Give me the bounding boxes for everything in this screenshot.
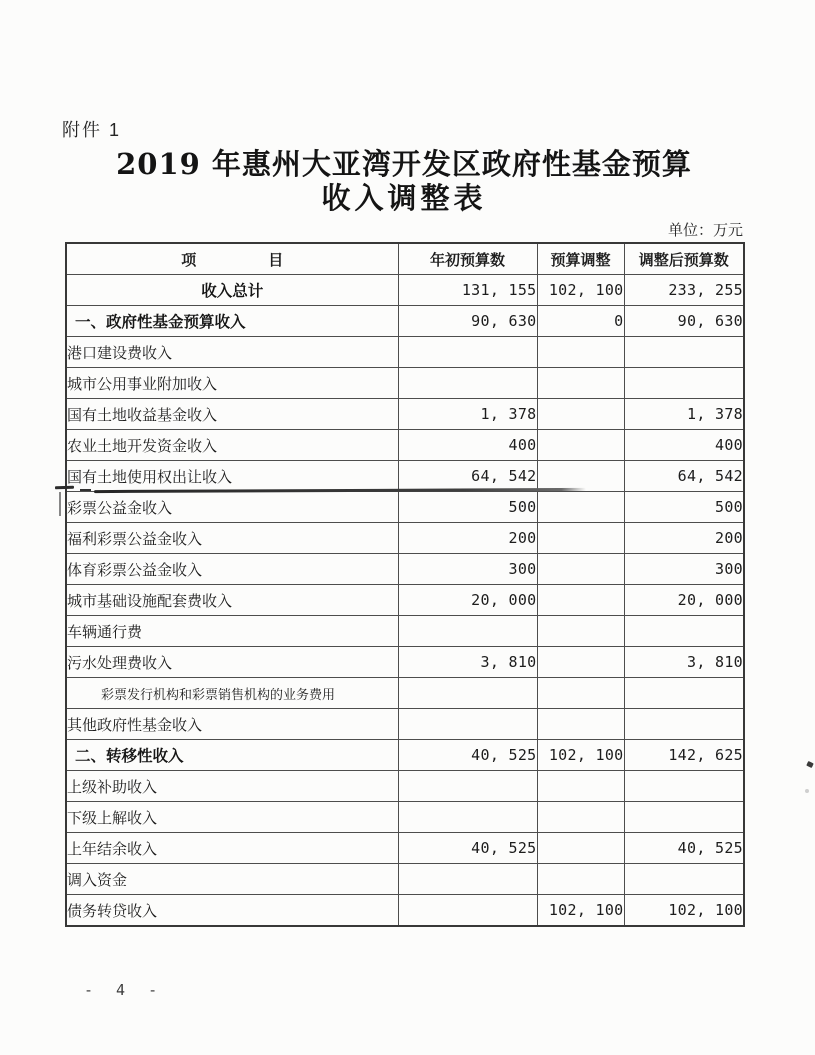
cell-adjusted-budget: 200: [624, 523, 744, 554]
cell-adjusted-budget: 400: [624, 430, 744, 461]
row-label: 收入总计: [66, 275, 398, 306]
row-label: 城市公用事业附加收入: [66, 368, 398, 399]
table-row: [66, 709, 744, 740]
table-row: [66, 895, 744, 927]
scan-artifact-dash: [80, 489, 91, 491]
cell-budget-adjustment: [537, 647, 624, 678]
cell-budget-adjustment: [537, 833, 624, 864]
cell-budget-adjustment: [537, 678, 624, 709]
cell-adjusted-budget: 3, 810: [624, 647, 744, 678]
cell-initial-budget: 40, 525: [398, 740, 537, 771]
cell-adjusted-budget: 500: [624, 492, 744, 523]
unit-label: 单位：万元: [667, 222, 743, 239]
cell-adjusted-budget: [624, 616, 744, 647]
cell-adjusted-budget: 90, 630: [624, 306, 744, 337]
cell-budget-adjustment: [537, 430, 624, 461]
document-title-line1: 2019 年惠州大亚湾开发区政府性基金预算: [116, 147, 692, 181]
row-label: 福利彩票公益金收入: [66, 523, 398, 554]
cell-budget-adjustment: [537, 337, 624, 368]
table-row: [66, 430, 744, 461]
cell-adjusted-budget: [624, 771, 744, 802]
table-row: [66, 678, 744, 709]
table-row: [66, 399, 744, 430]
cell-adjusted-budget: [624, 864, 744, 895]
header-item-char-right: 目: [268, 251, 284, 269]
cell-budget-adjustment: [537, 802, 624, 833]
cell-initial-budget: 1, 378: [398, 399, 537, 430]
cell-budget-adjustment: 102, 100: [537, 275, 624, 306]
cell-initial-budget: [398, 771, 537, 802]
row-label: 调入资金: [66, 864, 398, 895]
header-cell-budget-adjustment: 预算调整: [537, 243, 624, 275]
row-label: 国有土地收益基金收入: [66, 399, 398, 430]
header-row: [66, 243, 744, 275]
cell-initial-budget: [398, 337, 537, 368]
cell-adjusted-budget: [624, 368, 744, 399]
table-row: [66, 523, 744, 554]
attachment-label: 附件 1: [62, 120, 122, 140]
row-label: 下级上解收入: [66, 802, 398, 833]
cell-initial-budget: [398, 616, 537, 647]
cell-adjusted-budget: 300: [624, 554, 744, 585]
cell-initial-budget: 131, 155: [398, 275, 537, 306]
cell-adjusted-budget: 20, 000: [624, 585, 744, 616]
table-row: [66, 337, 744, 368]
row-label: 污水处理费收入: [66, 647, 398, 678]
cell-adjusted-budget: [624, 709, 744, 740]
cell-budget-adjustment: [537, 585, 624, 616]
table-row: [66, 368, 744, 399]
row-label: 体育彩票公益金收入: [66, 554, 398, 585]
row-label: 车辆通行费: [66, 616, 398, 647]
cell-adjusted-budget: 64, 542: [624, 461, 744, 492]
budget-table-header: [66, 243, 744, 275]
table-row: [66, 585, 744, 616]
cell-initial-budget: [398, 368, 537, 399]
header-cell-initial-budget: 年初预算数: [398, 243, 537, 275]
cell-budget-adjustment: [537, 771, 624, 802]
table-row: [66, 864, 744, 895]
row-label: 二、转移性收入: [66, 740, 398, 771]
row-label: 彩票发行机构和彩票销售机构的业务费用: [66, 678, 398, 709]
cell-adjusted-budget: [624, 802, 744, 833]
cell-initial-budget: [398, 802, 537, 833]
cell-initial-budget: 3, 810: [398, 647, 537, 678]
row-label: 城市基础设施配套费收入: [66, 585, 398, 616]
cell-initial-budget: [398, 895, 537, 927]
cell-initial-budget: [398, 709, 537, 740]
row-label: 一、政府性基金预算收入: [66, 306, 398, 337]
cell-adjusted-budget: [624, 678, 744, 709]
table-row: [66, 833, 744, 864]
table-row: [66, 275, 744, 306]
cell-initial-budget: 400: [398, 430, 537, 461]
table-row: [66, 802, 744, 833]
cell-adjusted-budget: 1, 378: [624, 399, 744, 430]
cell-adjusted-budget: 233, 255: [624, 275, 744, 306]
cell-budget-adjustment: [537, 523, 624, 554]
table-row: [66, 740, 744, 771]
document-title: [65, 146, 743, 214]
scan-artifact-tick: [59, 492, 61, 516]
cell-budget-adjustment: [537, 399, 624, 430]
cell-budget-adjustment: [537, 864, 624, 895]
cell-initial-budget: [398, 864, 537, 895]
cell-initial-budget: 90, 630: [398, 306, 537, 337]
cell-initial-budget: 300: [398, 554, 537, 585]
cell-budget-adjustment: 0: [537, 306, 624, 337]
scan-artifact-speck: [806, 761, 814, 768]
row-label: 债务转贷收入: [66, 895, 398, 927]
cell-budget-adjustment: [537, 461, 624, 492]
cell-budget-adjustment: 102, 100: [537, 895, 624, 927]
cell-initial-budget: 40, 525: [398, 833, 537, 864]
scan-artifact-speck: [805, 789, 809, 793]
table-row: [66, 492, 744, 523]
header-item-char-left: 项: [181, 251, 197, 269]
budget-table-body: [66, 275, 744, 927]
cell-adjusted-budget: 142, 625: [624, 740, 744, 771]
cell-initial-budget: [398, 678, 537, 709]
row-label: 彩票公益金收入: [66, 492, 398, 523]
table-row: [66, 616, 744, 647]
table-row: [66, 554, 744, 585]
table-row: [66, 771, 744, 802]
row-label: 其他政府性基金收入: [66, 709, 398, 740]
cell-budget-adjustment: [537, 616, 624, 647]
cell-adjusted-budget: [624, 337, 744, 368]
header-cell-item: [66, 243, 398, 275]
page-number: - 4 -: [84, 981, 165, 999]
document-title-line2: 收入调整表: [321, 181, 487, 215]
cell-budget-adjustment: [537, 554, 624, 585]
cell-initial-budget: 200: [398, 523, 537, 554]
cell-budget-adjustment: [537, 709, 624, 740]
row-label: 上级补助收入: [66, 771, 398, 802]
cell-adjusted-budget: 102, 100: [624, 895, 744, 927]
row-label: 上年结余收入: [66, 833, 398, 864]
cell-budget-adjustment: [537, 368, 624, 399]
cell-initial-budget: 20, 000: [398, 585, 537, 616]
cell-adjusted-budget: 40, 525: [624, 833, 744, 864]
budget-table: [65, 242, 745, 927]
cell-initial-budget: 500: [398, 492, 537, 523]
table-row: [66, 306, 744, 337]
cell-budget-adjustment: [537, 492, 624, 523]
table-row: [66, 461, 744, 492]
cell-budget-adjustment: 102, 100: [537, 740, 624, 771]
row-label: 国有土地使用权出让收入: [66, 461, 398, 492]
table-row: [66, 647, 744, 678]
cell-initial-budget: 64, 542: [398, 461, 537, 492]
row-label: 农业土地开发资金收入: [66, 430, 398, 461]
header-cell-adjusted-budget: 调整后预算数: [624, 243, 744, 275]
row-label: 港口建设费收入: [66, 337, 398, 368]
